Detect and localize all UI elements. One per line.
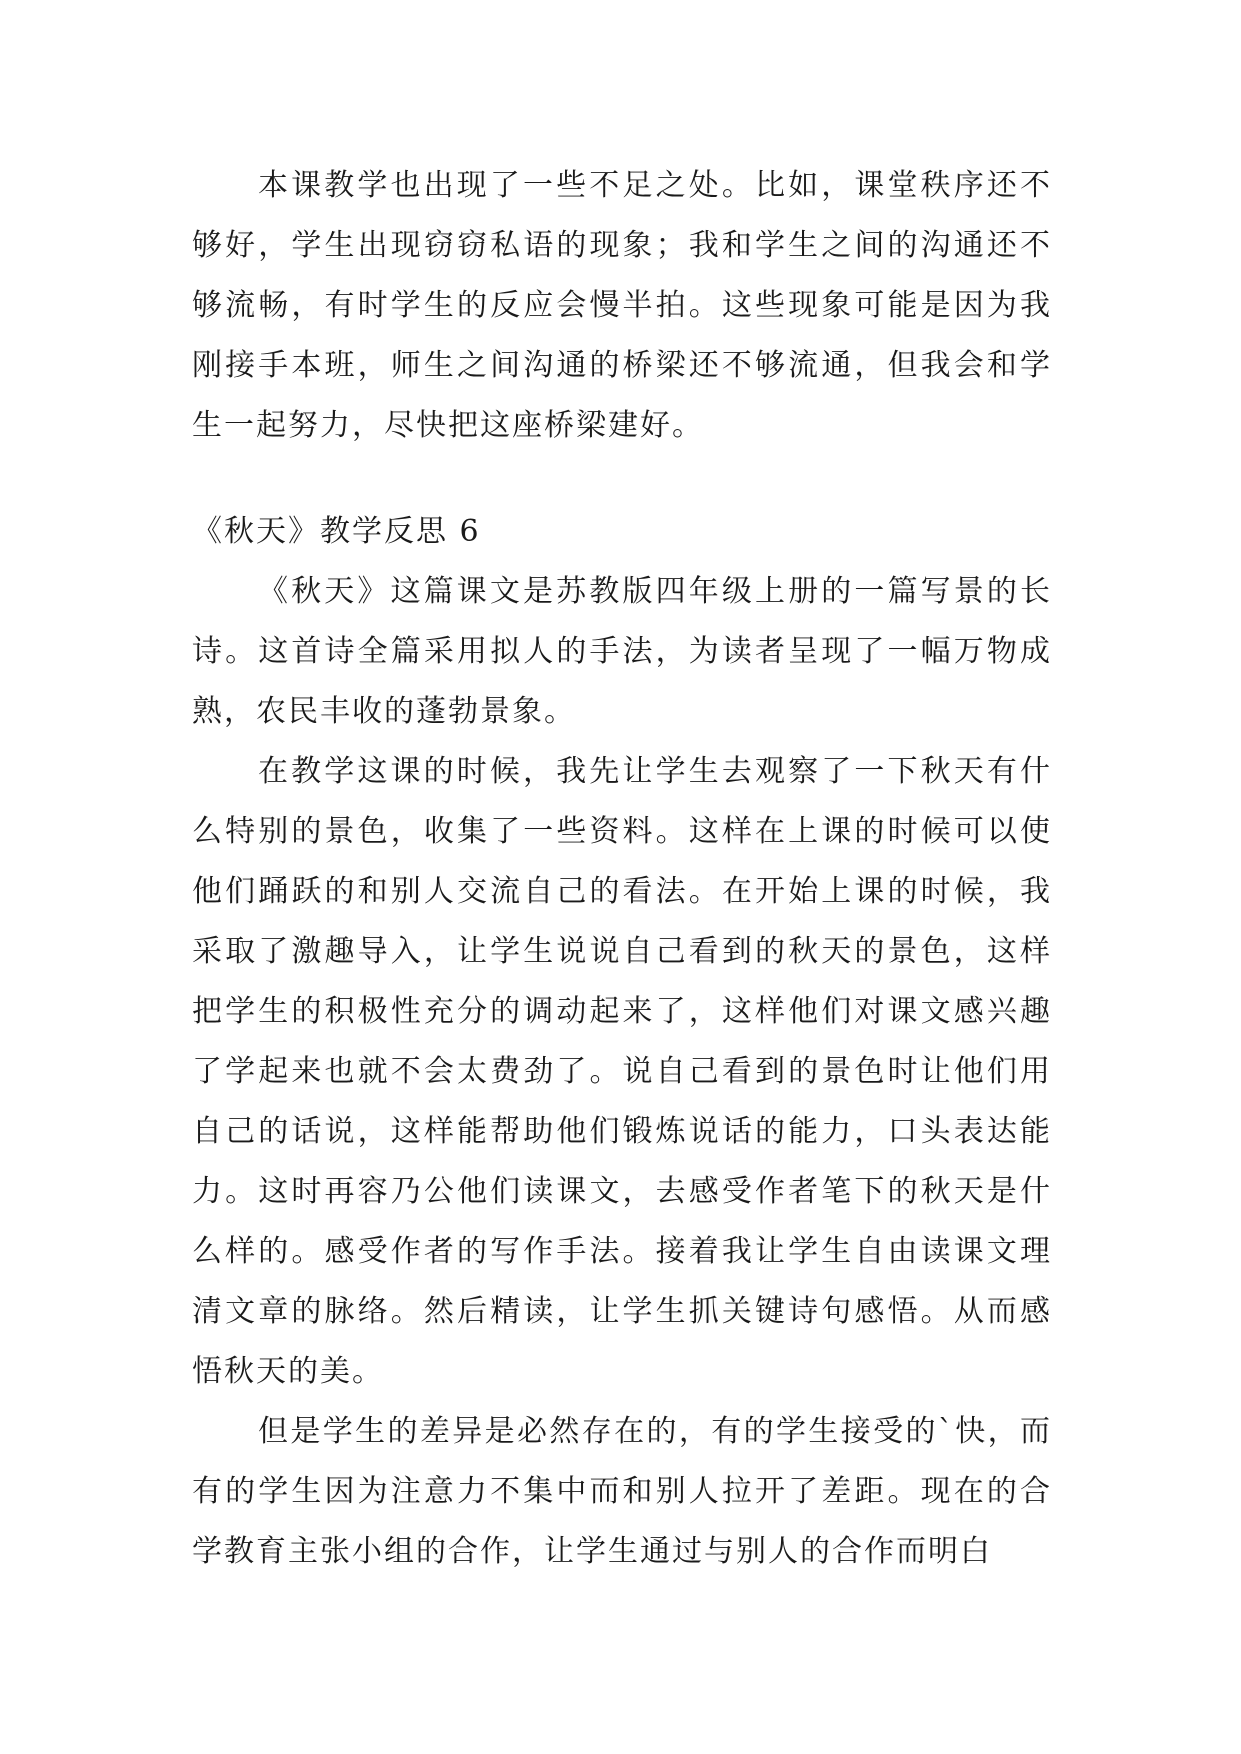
paragraph-shortcomings: 本课教学也出现了一些不足之处。比如，课堂秩序还不够好，学生出现窃窃私语的现象；我和学生之间的沟通还不够流畅，有时学生的反应会慢半拍。这些现象可能是因为我刚接手本班，师生之间沟通的桥梁还不够流通，但我会和学生一起努力，尽快把这座桥梁建好。 <box>192 168 1052 443</box>
paragraph-student-differences: 但是学生的差异是必然存在的，有的学生接受的`快，而有的学生因为注意力不集中而和别人拉开了差距。现在的合学教育主张小组的合作，让学生通过与别人的合作而明白 <box>192 1414 1052 1569</box>
reflection-6-section <box>192 502 1052 1582</box>
paragraph-intro: 《秋天》这篇课文是苏教版四年级上册的一篇写景的长诗。这首诗全篇采用拟人的手法，为读者呈现了一幅万物成熟，农民丰收的蓬勃景象。 <box>192 574 1052 729</box>
previous-section-text <box>192 156 1052 456</box>
section-title: 《秋天》教学反思 6 <box>192 514 481 549</box>
paragraph-teaching-process: 在教学这课的时候，我先让学生去观察了一下秋天有什么特别的景色，收集了一些资料。这样在上课的时候可以使他们踊跃的和别人交流自己的看法。在开始上课的时候，我采取了激趣导入，让学生说说自己看到的秋天的景色，这样把学生的积极性充分的调动起来了，这样他们对课文感兴趣了学起来也就不会太费劲了。说自己看到的景色时让他们用自己的话说，这样能帮助他们锻炼说话的能力，口头表达能力。这时再容乃公他们读课文，去感受作者笔下的秋天是什么样的。感受作者的写作手法。接着我让学生自由读课文理清文章的脉络。然后精读，让学生抓关键诗句感悟。从而感悟秋天的美。 <box>192 754 1052 1389</box>
